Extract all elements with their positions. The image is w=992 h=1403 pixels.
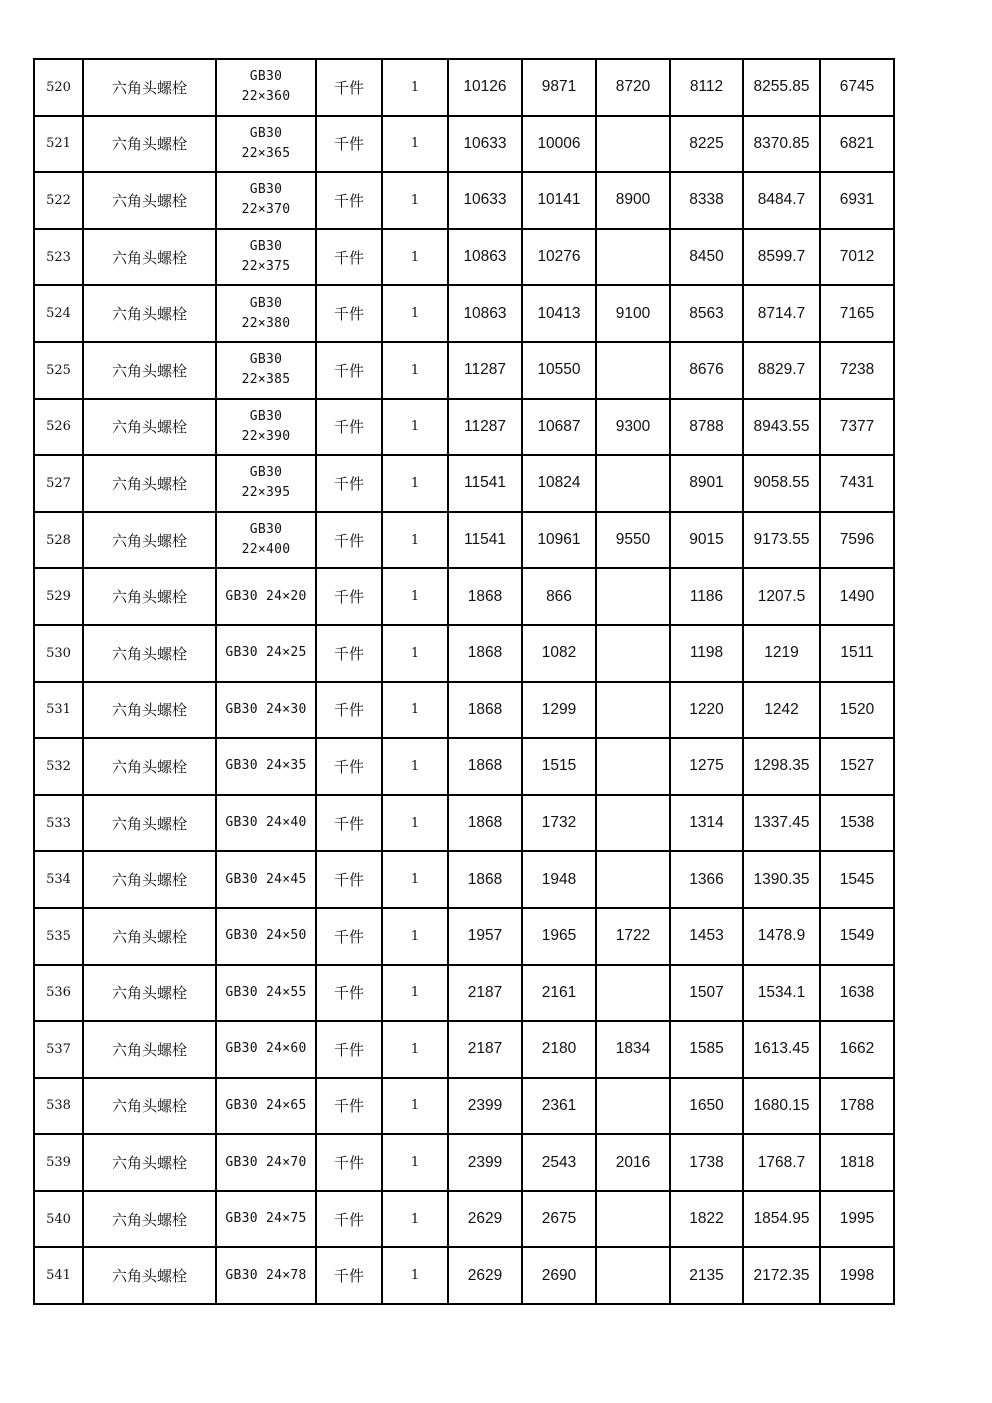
price-col-2-cell: 10276	[522, 229, 596, 286]
price-col-6-cell: 1538	[820, 795, 894, 852]
item-quantity-cell: 1	[382, 908, 448, 965]
item-spec-cell: GB30 24×78	[216, 1247, 316, 1304]
price-col-3-cell: 8720	[596, 59, 670, 116]
price-col-3-cell	[596, 795, 670, 852]
price-col-5-cell: 9173.55	[743, 512, 820, 569]
item-spec-cell: GB30 22×385	[216, 342, 316, 399]
price-col-3-cell: 9550	[596, 512, 670, 569]
price-col-6-cell: 7165	[820, 285, 894, 342]
item-unit-cell: 千件	[316, 625, 382, 682]
price-col-5-cell: 8599.7	[743, 229, 820, 286]
price-col-2-cell: 10687	[522, 399, 596, 456]
item-spec-cell: GB30 24×40	[216, 795, 316, 852]
table-row	[34, 172, 894, 229]
price-col-2-cell: 10006	[522, 116, 596, 173]
price-col-2-cell: 1965	[522, 908, 596, 965]
price-col-3-cell	[596, 116, 670, 173]
price-col-1-cell: 1868	[448, 568, 522, 625]
price-col-3-cell: 1834	[596, 1021, 670, 1078]
table-row	[34, 1078, 894, 1135]
item-spec-cell: GB30 22×370	[216, 172, 316, 229]
price-col-5-cell: 8943.55	[743, 399, 820, 456]
price-col-1-cell: 1868	[448, 625, 522, 682]
price-col-3-cell	[596, 455, 670, 512]
row-number-cell: 523	[34, 229, 83, 286]
price-col-2-cell: 10141	[522, 172, 596, 229]
table-row	[34, 1021, 894, 1078]
price-col-6-cell: 7431	[820, 455, 894, 512]
price-col-2-cell: 10413	[522, 285, 596, 342]
row-number-cell: 533	[34, 795, 83, 852]
price-col-1-cell: 10863	[448, 229, 522, 286]
row-number-cell: 536	[34, 965, 83, 1022]
row-number-cell: 535	[34, 908, 83, 965]
item-quantity-cell: 1	[382, 285, 448, 342]
item-quantity-cell: 1	[382, 851, 448, 908]
item-spec-cell: GB30 24×75	[216, 1191, 316, 1248]
row-number-cell: 531	[34, 682, 83, 739]
item-unit-cell: 千件	[316, 172, 382, 229]
price-col-4-cell: 1738	[670, 1134, 743, 1191]
price-col-4-cell: 8901	[670, 455, 743, 512]
row-number-cell: 538	[34, 1078, 83, 1135]
price-col-4-cell: 1453	[670, 908, 743, 965]
row-number-cell: 525	[34, 342, 83, 399]
item-unit-cell: 千件	[316, 908, 382, 965]
item-name-cell: 六角头螺栓	[83, 682, 216, 739]
price-col-6-cell: 1520	[820, 682, 894, 739]
price-col-1-cell: 2629	[448, 1191, 522, 1248]
table-row	[34, 795, 894, 852]
row-number-cell: 524	[34, 285, 83, 342]
price-col-5-cell: 1680.15	[743, 1078, 820, 1135]
table-body	[34, 59, 894, 1304]
price-col-6-cell: 1818	[820, 1134, 894, 1191]
price-col-4-cell: 1220	[670, 682, 743, 739]
item-unit-cell: 千件	[316, 1247, 382, 1304]
price-col-3-cell: 8900	[596, 172, 670, 229]
price-col-5-cell: 8370.85	[743, 116, 820, 173]
item-name-cell: 六角头螺栓	[83, 59, 216, 116]
item-name-cell: 六角头螺栓	[83, 512, 216, 569]
row-number-cell: 522	[34, 172, 83, 229]
price-col-6-cell: 7012	[820, 229, 894, 286]
item-unit-cell: 千件	[316, 1021, 382, 1078]
price-col-5-cell: 1478.9	[743, 908, 820, 965]
price-col-6-cell: 1549	[820, 908, 894, 965]
price-col-4-cell: 1275	[670, 738, 743, 795]
table-row	[34, 285, 894, 342]
price-col-3-cell: 1722	[596, 908, 670, 965]
price-col-4-cell: 9015	[670, 512, 743, 569]
item-quantity-cell: 1	[382, 1078, 448, 1135]
item-spec-cell: GB30 22×400	[216, 512, 316, 569]
item-quantity-cell: 1	[382, 738, 448, 795]
item-name-cell: 六角头螺栓	[83, 1134, 216, 1191]
item-unit-cell: 千件	[316, 851, 382, 908]
item-spec-cell: GB30 22×375	[216, 229, 316, 286]
item-spec-cell: GB30 22×380	[216, 285, 316, 342]
item-spec-cell: GB30 24×60	[216, 1021, 316, 1078]
price-col-3-cell	[596, 229, 670, 286]
item-name-cell: 六角头螺栓	[83, 1247, 216, 1304]
price-col-5-cell: 1613.45	[743, 1021, 820, 1078]
item-unit-cell: 千件	[316, 455, 382, 512]
row-number-cell: 527	[34, 455, 83, 512]
table-row	[34, 1247, 894, 1304]
item-spec-cell: GB30 24×70	[216, 1134, 316, 1191]
item-spec-cell: GB30 22×395	[216, 455, 316, 512]
item-name-cell: 六角头螺栓	[83, 455, 216, 512]
price-col-2-cell: 10824	[522, 455, 596, 512]
price-col-1-cell: 1868	[448, 738, 522, 795]
row-number-cell: 521	[34, 116, 83, 173]
price-col-5-cell: 1337.45	[743, 795, 820, 852]
price-col-2-cell: 2180	[522, 1021, 596, 1078]
item-name-cell: 六角头螺栓	[83, 116, 216, 173]
table-row	[34, 965, 894, 1022]
price-col-6-cell: 7377	[820, 399, 894, 456]
price-col-1-cell: 2629	[448, 1247, 522, 1304]
price-col-6-cell: 6821	[820, 116, 894, 173]
price-col-4-cell: 1366	[670, 851, 743, 908]
price-col-6-cell: 1638	[820, 965, 894, 1022]
price-col-2-cell: 1732	[522, 795, 596, 852]
item-quantity-cell: 1	[382, 965, 448, 1022]
price-col-6-cell: 1788	[820, 1078, 894, 1135]
price-col-2-cell: 9871	[522, 59, 596, 116]
price-col-3-cell	[596, 738, 670, 795]
price-col-2-cell: 2543	[522, 1134, 596, 1191]
item-unit-cell: 千件	[316, 116, 382, 173]
price-col-3-cell	[596, 342, 670, 399]
price-col-2-cell: 866	[522, 568, 596, 625]
price-col-4-cell: 8450	[670, 229, 743, 286]
table-row	[34, 229, 894, 286]
table-row	[34, 738, 894, 795]
table-row	[34, 682, 894, 739]
row-number-cell: 540	[34, 1191, 83, 1248]
item-name-cell: 六角头螺栓	[83, 795, 216, 852]
price-col-5-cell: 1768.7	[743, 1134, 820, 1191]
table-row	[34, 342, 894, 399]
price-col-4-cell: 2135	[670, 1247, 743, 1304]
item-quantity-cell: 1	[382, 1134, 448, 1191]
price-col-6-cell: 6931	[820, 172, 894, 229]
item-spec-cell: GB30 24×35	[216, 738, 316, 795]
price-col-1-cell: 10633	[448, 172, 522, 229]
item-name-cell: 六角头螺栓	[83, 851, 216, 908]
price-col-5-cell: 1298.35	[743, 738, 820, 795]
item-quantity-cell: 1	[382, 1247, 448, 1304]
item-name-cell: 六角头螺栓	[83, 1021, 216, 1078]
item-name-cell: 六角头螺栓	[83, 1191, 216, 1248]
item-spec-cell: GB30 22×360	[216, 59, 316, 116]
price-col-1-cell: 2187	[448, 965, 522, 1022]
table-row	[34, 1191, 894, 1248]
item-unit-cell: 千件	[316, 229, 382, 286]
price-col-3-cell	[596, 965, 670, 1022]
item-unit-cell: 千件	[316, 342, 382, 399]
price-col-4-cell: 1186	[670, 568, 743, 625]
table-row	[34, 1134, 894, 1191]
price-col-4-cell: 8225	[670, 116, 743, 173]
item-unit-cell: 千件	[316, 1134, 382, 1191]
item-name-cell: 六角头螺栓	[83, 229, 216, 286]
price-col-1-cell: 10633	[448, 116, 522, 173]
price-col-4-cell: 8112	[670, 59, 743, 116]
table-row	[34, 625, 894, 682]
item-name-cell: 六角头螺栓	[83, 568, 216, 625]
price-col-2-cell: 1299	[522, 682, 596, 739]
item-name-cell: 六角头螺栓	[83, 172, 216, 229]
row-number-cell: 541	[34, 1247, 83, 1304]
price-col-2-cell: 1515	[522, 738, 596, 795]
price-col-6-cell: 1998	[820, 1247, 894, 1304]
price-col-5-cell: 9058.55	[743, 455, 820, 512]
price-col-6-cell: 1490	[820, 568, 894, 625]
price-col-3-cell	[596, 625, 670, 682]
item-name-cell: 六角头螺栓	[83, 908, 216, 965]
item-unit-cell: 千件	[316, 512, 382, 569]
price-col-4-cell: 8563	[670, 285, 743, 342]
price-col-1-cell: 11541	[448, 512, 522, 569]
item-unit-cell: 千件	[316, 682, 382, 739]
table-row	[34, 399, 894, 456]
price-col-4-cell: 1507	[670, 965, 743, 1022]
price-col-4-cell: 8338	[670, 172, 743, 229]
item-name-cell: 六角头螺栓	[83, 625, 216, 682]
item-quantity-cell: 1	[382, 116, 448, 173]
item-unit-cell: 千件	[316, 965, 382, 1022]
price-col-4-cell: 8676	[670, 342, 743, 399]
price-col-2-cell: 2361	[522, 1078, 596, 1135]
price-col-1-cell: 2187	[448, 1021, 522, 1078]
item-spec-cell: GB30 22×390	[216, 399, 316, 456]
item-quantity-cell: 1	[382, 229, 448, 286]
price-col-3-cell: 9300	[596, 399, 670, 456]
item-unit-cell: 千件	[316, 399, 382, 456]
price-col-6-cell: 6745	[820, 59, 894, 116]
price-col-6-cell: 7596	[820, 512, 894, 569]
price-col-1-cell: 10126	[448, 59, 522, 116]
price-col-2-cell: 2690	[522, 1247, 596, 1304]
price-col-1-cell: 10863	[448, 285, 522, 342]
price-col-6-cell: 1545	[820, 851, 894, 908]
item-quantity-cell: 1	[382, 455, 448, 512]
table-row	[34, 116, 894, 173]
item-name-cell: 六角头螺栓	[83, 342, 216, 399]
price-col-3-cell	[596, 1247, 670, 1304]
price-col-5-cell: 8829.7	[743, 342, 820, 399]
row-number-cell: 526	[34, 399, 83, 456]
price-table	[33, 58, 895, 1305]
table-row	[34, 568, 894, 625]
item-name-cell: 六角头螺栓	[83, 285, 216, 342]
price-col-3-cell	[596, 1191, 670, 1248]
price-col-5-cell: 1854.95	[743, 1191, 820, 1248]
item-unit-cell: 千件	[316, 1078, 382, 1135]
item-quantity-cell: 1	[382, 59, 448, 116]
price-col-5-cell: 2172.35	[743, 1247, 820, 1304]
row-number-cell: 537	[34, 1021, 83, 1078]
item-quantity-cell: 1	[382, 625, 448, 682]
item-unit-cell: 千件	[316, 1191, 382, 1248]
item-quantity-cell: 1	[382, 172, 448, 229]
price-col-6-cell: 1662	[820, 1021, 894, 1078]
price-col-6-cell: 1995	[820, 1191, 894, 1248]
table-row	[34, 908, 894, 965]
price-col-6-cell: 7238	[820, 342, 894, 399]
row-number-cell: 539	[34, 1134, 83, 1191]
item-name-cell: 六角头螺栓	[83, 965, 216, 1022]
item-spec-cell: GB30 24×50	[216, 908, 316, 965]
price-col-2-cell: 2675	[522, 1191, 596, 1248]
price-col-1-cell: 1868	[448, 851, 522, 908]
row-number-cell: 530	[34, 625, 83, 682]
item-spec-cell: GB30 24×20	[216, 568, 316, 625]
price-col-3-cell	[596, 682, 670, 739]
price-col-4-cell: 1198	[670, 625, 743, 682]
item-name-cell: 六角头螺栓	[83, 399, 216, 456]
price-col-4-cell: 1585	[670, 1021, 743, 1078]
item-name-cell: 六角头螺栓	[83, 1078, 216, 1135]
price-col-5-cell: 1207.5	[743, 568, 820, 625]
item-quantity-cell: 1	[382, 1191, 448, 1248]
price-col-5-cell: 1534.1	[743, 965, 820, 1022]
price-col-6-cell: 1527	[820, 738, 894, 795]
item-quantity-cell: 1	[382, 795, 448, 852]
item-quantity-cell: 1	[382, 1021, 448, 1078]
item-quantity-cell: 1	[382, 568, 448, 625]
price-col-6-cell: 1511	[820, 625, 894, 682]
price-col-3-cell: 9100	[596, 285, 670, 342]
price-col-1-cell: 1868	[448, 682, 522, 739]
item-name-cell: 六角头螺栓	[83, 738, 216, 795]
item-spec-cell: GB30 24×25	[216, 625, 316, 682]
price-col-2-cell: 10961	[522, 512, 596, 569]
price-col-5-cell: 1242	[743, 682, 820, 739]
row-number-cell: 529	[34, 568, 83, 625]
price-col-1-cell: 11287	[448, 342, 522, 399]
price-col-1-cell: 1957	[448, 908, 522, 965]
price-col-1-cell: 11541	[448, 455, 522, 512]
item-spec-cell: GB30 24×45	[216, 851, 316, 908]
price-col-2-cell: 10550	[522, 342, 596, 399]
price-col-1-cell: 2399	[448, 1134, 522, 1191]
price-col-1-cell: 11287	[448, 399, 522, 456]
item-unit-cell: 千件	[316, 59, 382, 116]
price-col-4-cell: 1314	[670, 795, 743, 852]
item-unit-cell: 千件	[316, 795, 382, 852]
price-col-4-cell: 8788	[670, 399, 743, 456]
price-col-2-cell: 2161	[522, 965, 596, 1022]
price-col-5-cell: 1219	[743, 625, 820, 682]
price-col-5-cell: 1390.35	[743, 851, 820, 908]
table-row	[34, 851, 894, 908]
price-col-2-cell: 1948	[522, 851, 596, 908]
price-col-5-cell: 8714.7	[743, 285, 820, 342]
row-number-cell: 534	[34, 851, 83, 908]
item-spec-cell: GB30 22×365	[216, 116, 316, 173]
price-col-3-cell: 2016	[596, 1134, 670, 1191]
item-spec-cell: GB30 24×30	[216, 682, 316, 739]
price-col-5-cell: 8484.7	[743, 172, 820, 229]
price-col-2-cell: 1082	[522, 625, 596, 682]
item-quantity-cell: 1	[382, 512, 448, 569]
price-col-1-cell: 1868	[448, 795, 522, 852]
price-col-3-cell	[596, 851, 670, 908]
item-spec-cell: GB30 24×55	[216, 965, 316, 1022]
item-unit-cell: 千件	[316, 285, 382, 342]
table-row	[34, 59, 894, 116]
price-col-4-cell: 1822	[670, 1191, 743, 1248]
item-spec-cell: GB30 24×65	[216, 1078, 316, 1135]
table-row	[34, 455, 894, 512]
price-col-5-cell: 8255.85	[743, 59, 820, 116]
price-col-3-cell	[596, 1078, 670, 1135]
row-number-cell: 520	[34, 59, 83, 116]
row-number-cell: 532	[34, 738, 83, 795]
price-col-3-cell	[596, 568, 670, 625]
item-unit-cell: 千件	[316, 738, 382, 795]
item-quantity-cell: 1	[382, 399, 448, 456]
item-quantity-cell: 1	[382, 682, 448, 739]
item-unit-cell: 千件	[316, 568, 382, 625]
price-col-1-cell: 2399	[448, 1078, 522, 1135]
table-row	[34, 512, 894, 569]
item-quantity-cell: 1	[382, 342, 448, 399]
row-number-cell: 528	[34, 512, 83, 569]
price-col-4-cell: 1650	[670, 1078, 743, 1135]
